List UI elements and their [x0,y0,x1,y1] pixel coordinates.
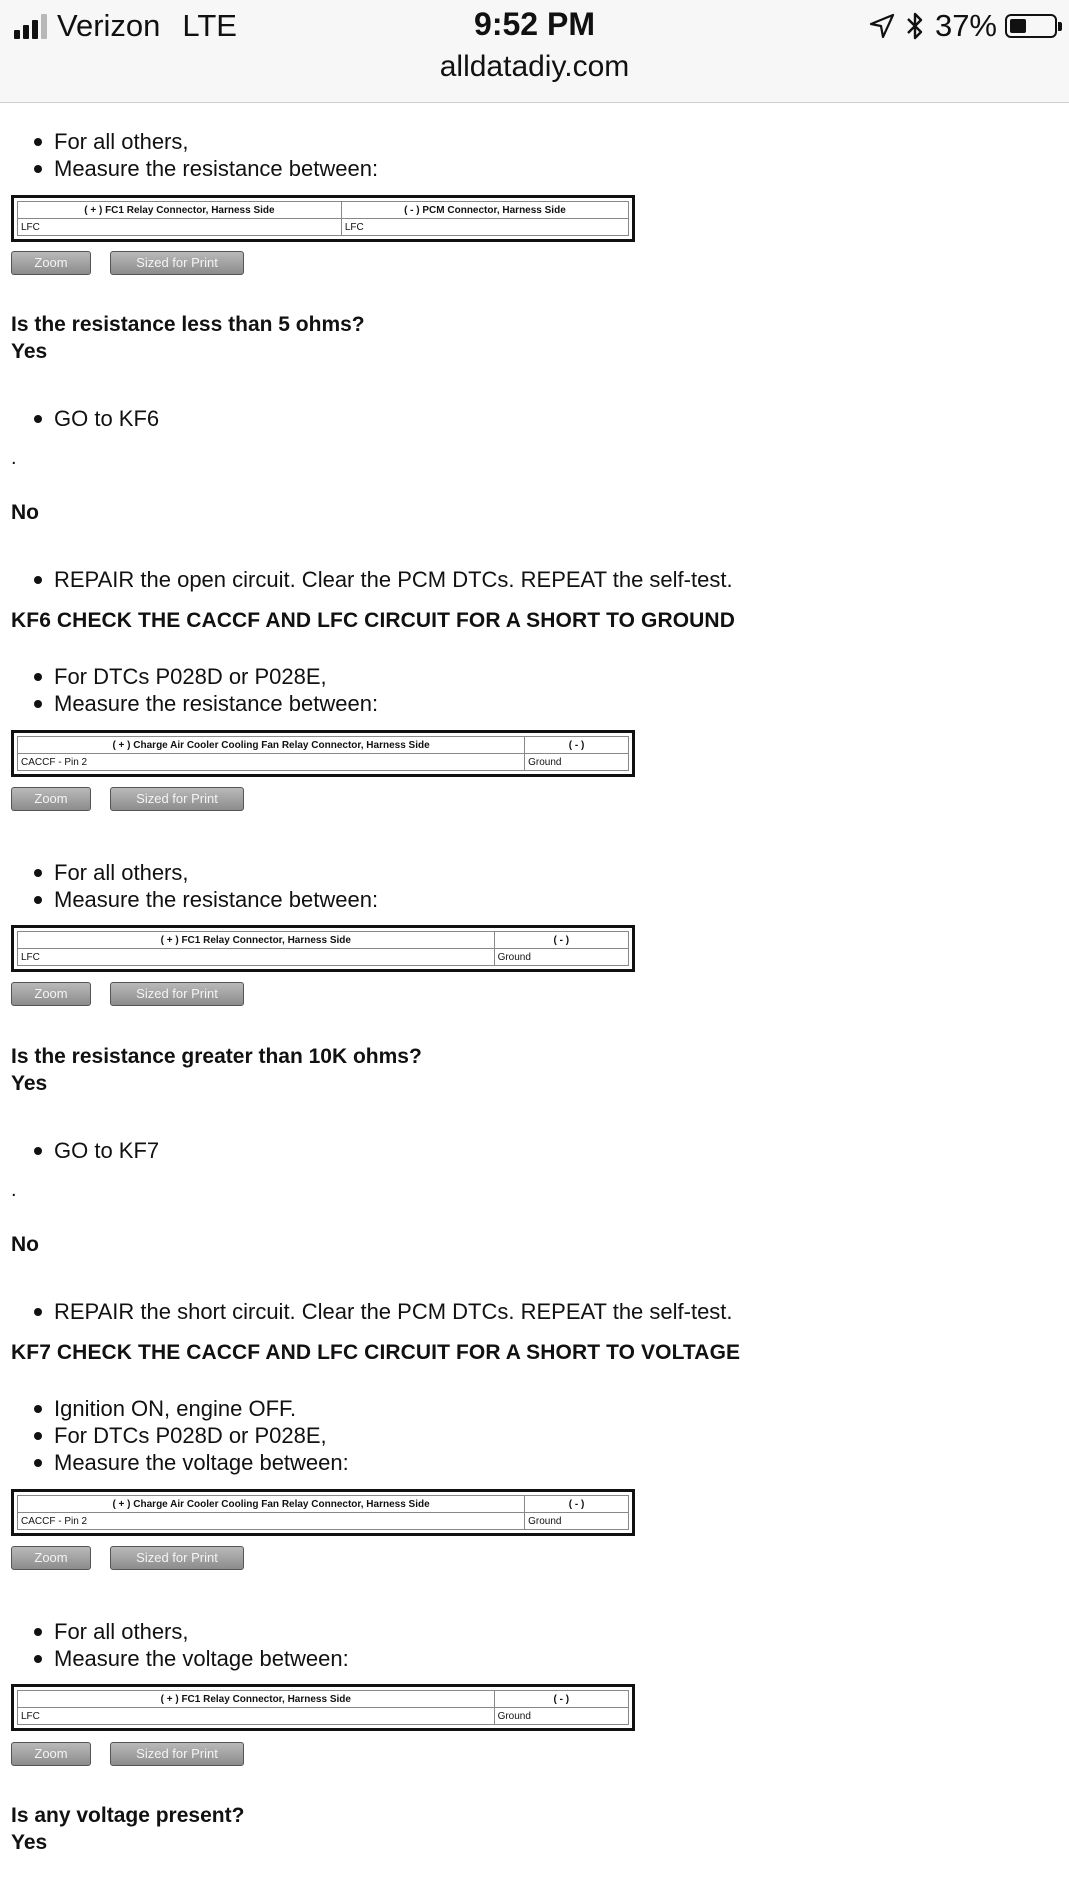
kf7-question: Is any voltage present? [11,1804,245,1827]
kf5-no-list [28,566,733,593]
kf7-yes-label: Yes [11,1831,48,1854]
kf5-no-label: No [11,501,39,524]
kf6-bullet-list-a [28,663,378,717]
kf6-connector-table-b [11,925,635,972]
sized-for-print-button[interactable]: Sized for Print [110,982,244,1006]
list-item: For all others, [28,1618,349,1645]
address-bar-url[interactable]: alldatadiy.com [439,50,630,83]
kf6-bullet-list-b [28,859,378,913]
table-cell: Ground [525,754,629,771]
status-time: 9:52 PM [474,6,595,42]
kf5-yes-label: Yes [11,340,48,363]
table-header: ( + ) FC1 Relay Connector, Harness Side [18,202,342,219]
list-item: REPAIR the open circuit. Clear the PCM DTCs. REPEAT the self-test. [28,566,733,593]
table-header: ( - ) [494,1691,628,1708]
kf7-table-a-actions [11,1546,244,1570]
kf5-yes-list [28,405,159,432]
list-item: GO to KF6 [28,405,159,432]
kf7-connector-table-b [11,1684,635,1731]
table-cell: Ground [494,949,628,966]
list-item: For DTCs P028D or P028E, [28,663,378,690]
list-item: GO to KF7 [28,1137,159,1164]
separator-dot: . [11,1179,17,1201]
sized-for-print-button[interactable]: Sized for Print [110,251,244,275]
kf7-bullet-list-a [28,1395,349,1476]
list-item: For all others, [28,128,378,155]
kf7-bullet-list-b [28,1618,349,1672]
table-cell: Ground [525,1513,629,1530]
kf5-table-actions [11,251,244,275]
kf7-connector-table-a [11,1489,635,1536]
table-header: ( + ) FC1 Relay Connector, Harness Side [18,1691,495,1708]
kf5-bullet-list [28,128,378,182]
kf7-heading: KF7 CHECK THE CACCF AND LFC CIRCUIT FOR A SHORT TO VOLTAGE [11,1341,741,1364]
list-item: Measure the voltage between: [28,1449,349,1476]
kf6-table-b-actions [11,982,244,1006]
table-header: ( + ) Charge Air Cooler Cooling Fan Relay Connector, Harness Side [18,737,525,754]
kf6-yes-list [28,1137,159,1164]
kf6-yes-label: Yes [11,1072,48,1095]
table-cell: LFC [18,949,495,966]
status-bar [0,0,1069,103]
list-item: Measure the voltage between: [28,1645,349,1672]
sized-for-print-button[interactable]: Sized for Print [110,1742,244,1766]
network-type: LTE [182,8,237,43]
list-item: Ignition ON, engine OFF. [28,1395,349,1422]
list-item: For DTCs P028D or P028E, [28,1422,349,1449]
table-cell: LFC [341,219,628,236]
table-cell: CACCF - Pin 2 [18,754,525,771]
sized-for-print-button[interactable]: Sized for Print [110,1546,244,1570]
list-item: Measure the resistance between: [28,155,378,182]
list-item: Measure the resistance between: [28,886,378,913]
zoom-button[interactable]: Zoom [11,251,91,275]
zoom-button[interactable]: Zoom [11,982,91,1006]
kf6-question: Is the resistance greater than 10K ohms? [11,1045,422,1068]
table-header: ( - ) [525,737,629,754]
list-item: For all others, [28,859,378,886]
table-header: ( - ) [494,932,628,949]
battery-percent: 37% [934,8,997,43]
table-cell: CACCF - Pin 2 [18,1513,525,1530]
carrier-name: Verizon [57,8,161,43]
kf7-table-b-actions [11,1742,244,1766]
bluetooth-icon [905,11,925,41]
kf6-no-label: No [11,1233,39,1256]
kf6-connector-table-a [11,730,635,777]
battery-fill [1010,19,1026,33]
zoom-button[interactable]: Zoom [11,787,91,811]
table-header: ( - ) PCM Connector, Harness Side [341,202,628,219]
kf5-question: Is the resistance less than 5 ohms? [11,313,365,336]
table-cell: Ground [494,1708,628,1725]
table-header: ( + ) Charge Air Cooler Cooling Fan Relay Connector, Harness Side [18,1496,525,1513]
kf6-table-a-actions [11,787,244,811]
battery-icon [1005,14,1057,38]
separator-dot: . [11,447,17,469]
list-item: REPAIR the short circuit. Clear the PCM DTCs. REPEAT the self-test. [28,1298,733,1325]
zoom-button[interactable]: Zoom [11,1546,91,1570]
status-right [869,8,1057,44]
kf6-heading: KF6 CHECK THE CACCF AND LFC CIRCUIT FOR A SHORT TO GROUND [11,609,735,632]
table-header: ( + ) FC1 Relay Connector, Harness Side [18,932,495,949]
zoom-button[interactable]: Zoom [11,1742,91,1766]
table-header: ( - ) [525,1496,629,1513]
table-cell: LFC [18,219,342,236]
list-item: Measure the resistance between: [28,690,378,717]
sized-for-print-button[interactable]: Sized for Print [110,787,244,811]
location-arrow-icon [869,13,895,39]
kf5-connector-table [11,195,635,242]
table-cell: LFC [18,1708,495,1725]
kf6-no-list [28,1298,733,1325]
